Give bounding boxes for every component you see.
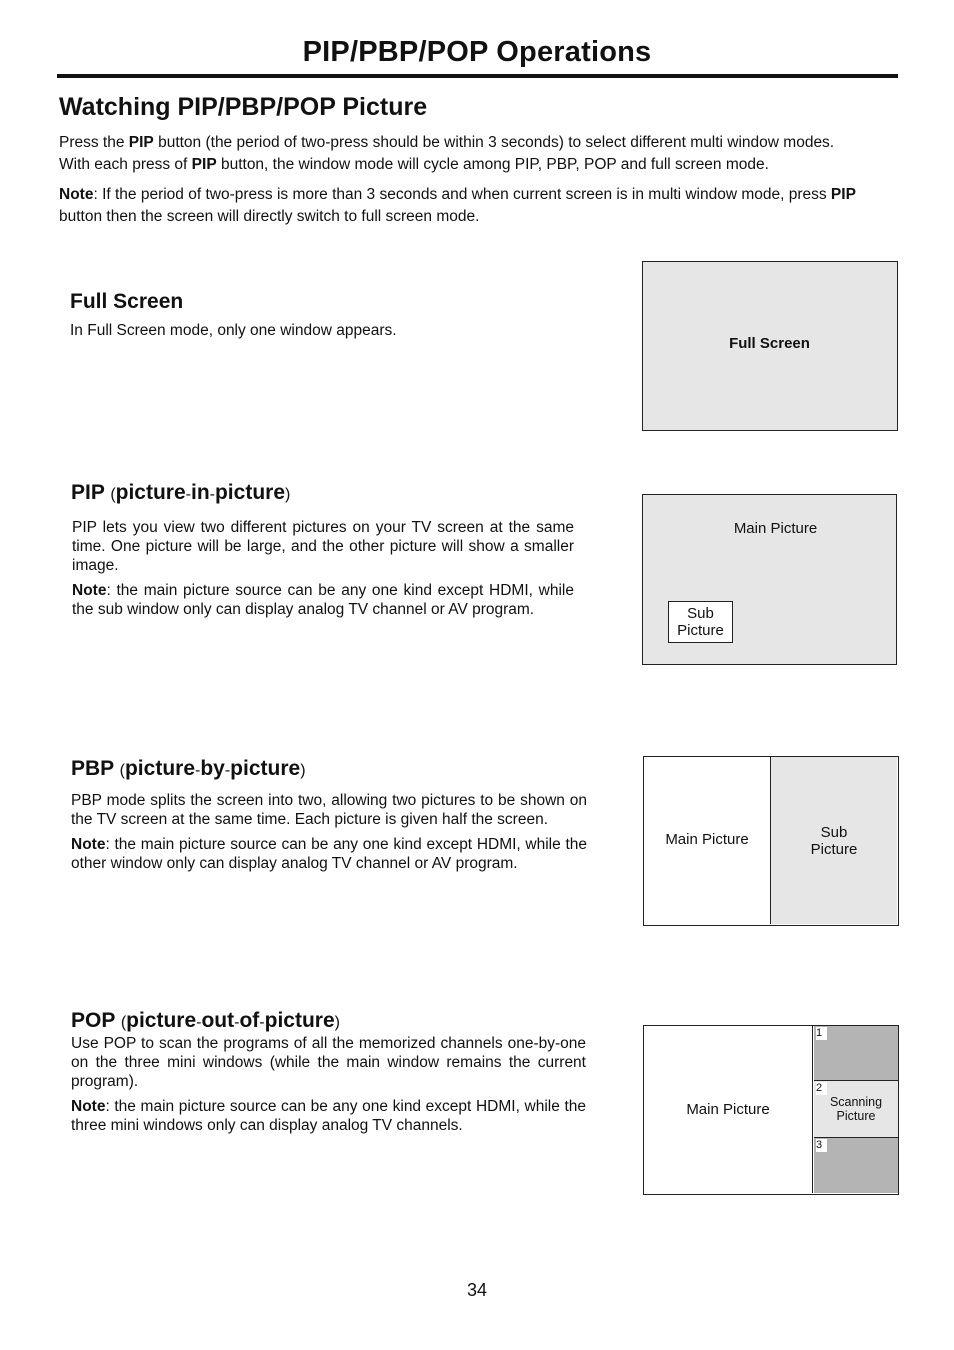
pbp-description bbox=[71, 791, 587, 873]
pop-main-label: Main Picture bbox=[686, 1101, 770, 1118]
pop-note: Note: the main picture source can be any one kind except HDMI, while the three mini windows only can display analog TV channels. bbox=[71, 1098, 586, 1134]
pbp-sub-line1: Sub bbox=[820, 824, 848, 841]
pbp-note: Note: the main picture source can be any one kind except HDMI, while the other window only can display analog TV channel or AV program. bbox=[71, 836, 587, 872]
intro-paragraph: Press the PIP button (the period of two-press should be within 3 seconds) to select different multi window modes. With each press of PIP button, the window mode will cycle among PIP, PBP, POP and full screen mode. bbox=[59, 134, 835, 173]
pip-sub-window bbox=[668, 601, 733, 643]
page-title: PIP/PBP/POP Operations bbox=[302, 36, 652, 68]
pop-scan-line1: Scanning bbox=[829, 1095, 883, 1109]
pop-heading: POP (picture-out-of-picture) bbox=[71, 1009, 340, 1032]
pop-mini-number-2: 2 bbox=[816, 1082, 827, 1095]
page-number: 34 bbox=[466, 1280, 488, 1300]
pop-mini-window-2 bbox=[814, 1081, 898, 1138]
pip-sub-line1: Sub bbox=[687, 605, 714, 622]
full-screen-text: In Full Screen mode, only one window appears. bbox=[70, 322, 397, 339]
pop-text: Use POP to scan the programs of all the memorized channels one-by-one on the three mini windows (while the main window remains the current program). bbox=[71, 1035, 586, 1090]
pbp-text: PBP mode splits the screen into two, allowing two pictures to be shown on the TV screen at the same time. Each picture is given half the screen. bbox=[71, 792, 587, 828]
pbp-diagram bbox=[643, 756, 899, 926]
pop-description bbox=[71, 1034, 586, 1135]
pbp-sub-line2: Picture bbox=[810, 841, 858, 858]
pbp-main-label: Main Picture bbox=[665, 831, 749, 848]
pop-diagram bbox=[643, 1025, 899, 1195]
pop-mini-window-3 bbox=[814, 1138, 898, 1193]
pop-main-window bbox=[644, 1026, 813, 1193]
section-title: Watching PIP/PBP/POP Picture bbox=[59, 93, 428, 121]
full-screen-heading: Full Screen bbox=[70, 290, 184, 313]
pip-main-label: Main Picture bbox=[733, 520, 818, 537]
pip-heading: PIP (picture-in-picture) bbox=[71, 481, 291, 504]
pop-scan-line2: Picture bbox=[836, 1109, 876, 1123]
pop-mini-number-1: 1 bbox=[816, 1027, 827, 1040]
pip-note: Note: the main picture source can be any one kind except HDMI, while the sub window only can display analog TV channel or AV program. bbox=[72, 582, 574, 618]
pip-sub-line2: Picture bbox=[677, 622, 724, 639]
pip-text: PIP lets you view two different pictures on your TV screen at the same time. One picture will be large, and the other picture will show a smaller image. bbox=[72, 519, 574, 574]
title-rule bbox=[57, 74, 898, 78]
pbp-main-window bbox=[644, 757, 771, 924]
full-screen-diagram bbox=[642, 261, 898, 431]
pbp-heading: PBP (picture-by-picture) bbox=[71, 757, 306, 780]
pop-mini-window-1 bbox=[814, 1026, 898, 1081]
pip-diagram bbox=[642, 494, 897, 665]
pop-mini-number-3: 3 bbox=[816, 1139, 827, 1152]
intro-note: Note: If the period of two-press is more than 3 seconds and when current screen is in multi window mode, press PIP button then the screen will directly switch to full screen mode. bbox=[59, 186, 856, 225]
pbp-sub-window bbox=[771, 757, 897, 924]
pip-description bbox=[72, 518, 574, 619]
full-screen-diagram-label: Full Screen bbox=[729, 335, 810, 352]
